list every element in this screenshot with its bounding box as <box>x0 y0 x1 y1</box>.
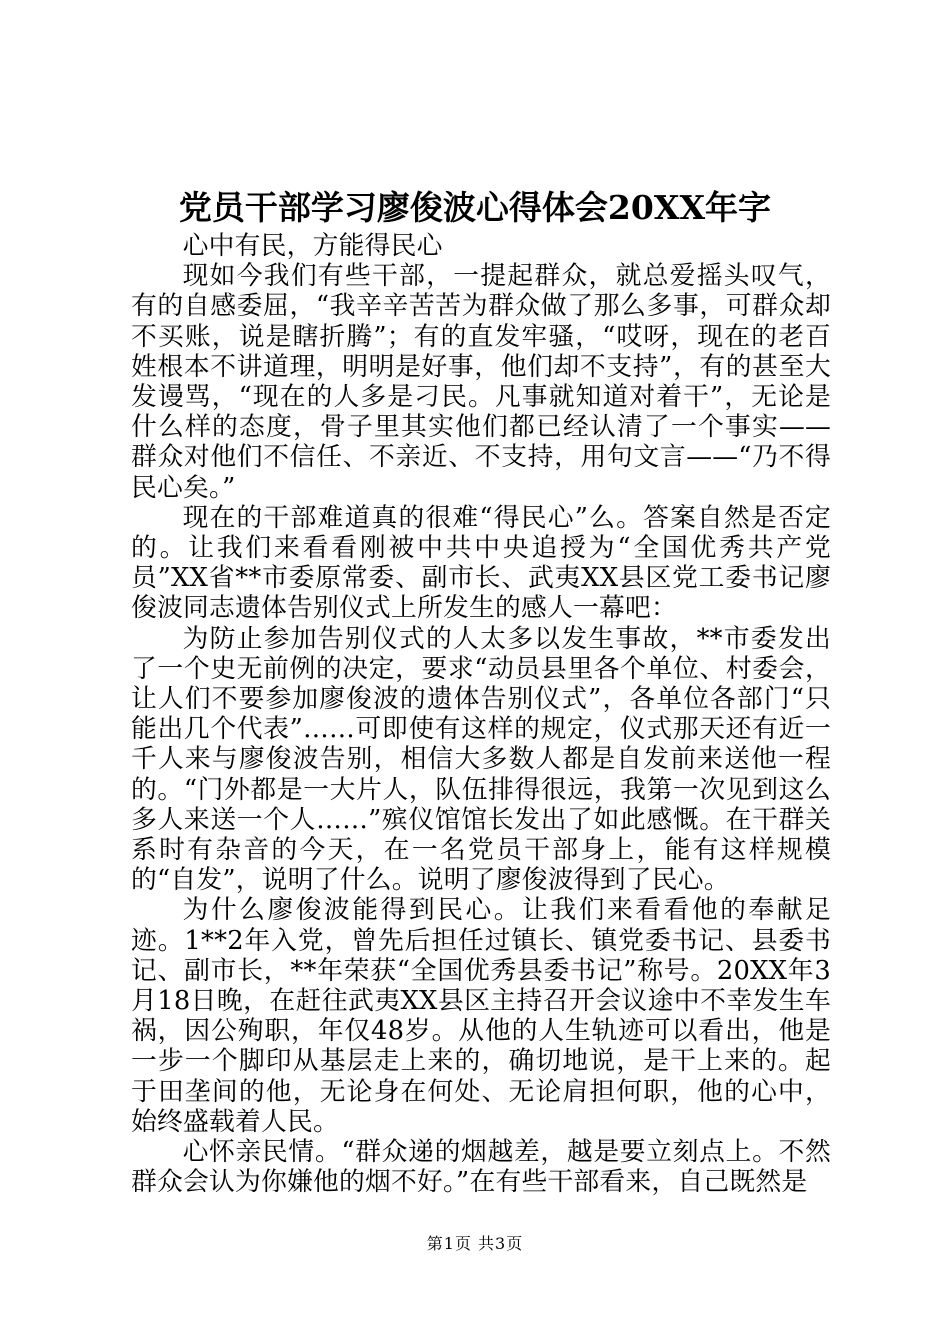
document-body <box>131 231 831 1198</box>
paragraph: 为防止参加告别仪式的人太多以发生事故，**市委发出了一个史无前例的决定，要求“动员县里各个单位、村委会，让人们不要参加廖俊波的遗体告别仪式”，各单位各部门“只能出几个代表”……可即使有这样的规定，仪式那天还有近一千人来与廖俊波告别，相信大多数人都是自发前来送他一程的。“门外都是一大片人，队伍排得很远，我第一次见到这么多人来送一个人……”殡仪馆馆长发出了如此感慨。在干群关系时有杂音的今天，在一名党员干部身上，能有这样规模的“自发”，说明了什么。说明了廖俊波得到了民心。 <box>131 623 831 896</box>
paragraph: 心怀亲民情。“群众递的烟越差，越是要立刻点上。不然群众会认为你嫌他的烟不好。”在有些干部看来，自己既然是 <box>131 1137 831 1198</box>
paragraph: 为什么廖俊波能得到民心。让我们来看看他的奉献足迹。1**2年入党，曾先后担任过镇长、镇党委书记、县委书记、副市长，**年荣获“全国优秀县委书记”称号。20XX年3月18日晚，在赶往武夷XX县区主持召开会议途中不幸发生车祸，因公殉职，年仅48岁。从他的人生轨迹可以看出，他是一步一个脚印从基层走上来的，确切地说，是干上来的。起于田垄间的他，无论身在何处、无论肩担何职，他的心中，始终盛载着人民。 <box>131 895 831 1137</box>
paragraph-subtitle: 心中有民，方能得民心 <box>182 231 443 261</box>
page-footer: 第1页 共3页 <box>426 1234 524 1253</box>
paragraph: 现如今我们有些干部，一提起群众，就总爱摇头叹气，有的自感委屈，“我辛辛苦苦为群众做了那么多事，可群众却不买账，说是瞎折腾”；有的直发牢骚，“哎呀，现在的老百姓根本不讲道理，明明是好事，他们却不支持”，有的甚至大发谩骂，“现在的人多是刁民。凡事就知道对着干”，无论是什么样的态度，骨子里其实他们都已经认清了一个事实——群众对他们不信任、不亲近、不支持，用句文言——“乃不得民心矣。” <box>131 261 831 503</box>
document-title: 党员干部学习廖俊波心得体会20XX年字 <box>178 188 772 227</box>
paragraph: 现在的干部难道真的很难“得民心”么。答案自然是否定的。让我们来看看刚被中共中央追授为“全国优秀共产党员”XX省**市委原常委、副市长、武夷XX县区党工委书记廖俊波同志遗体告别仪式上所发生的感人一幕吧： <box>131 502 831 624</box>
